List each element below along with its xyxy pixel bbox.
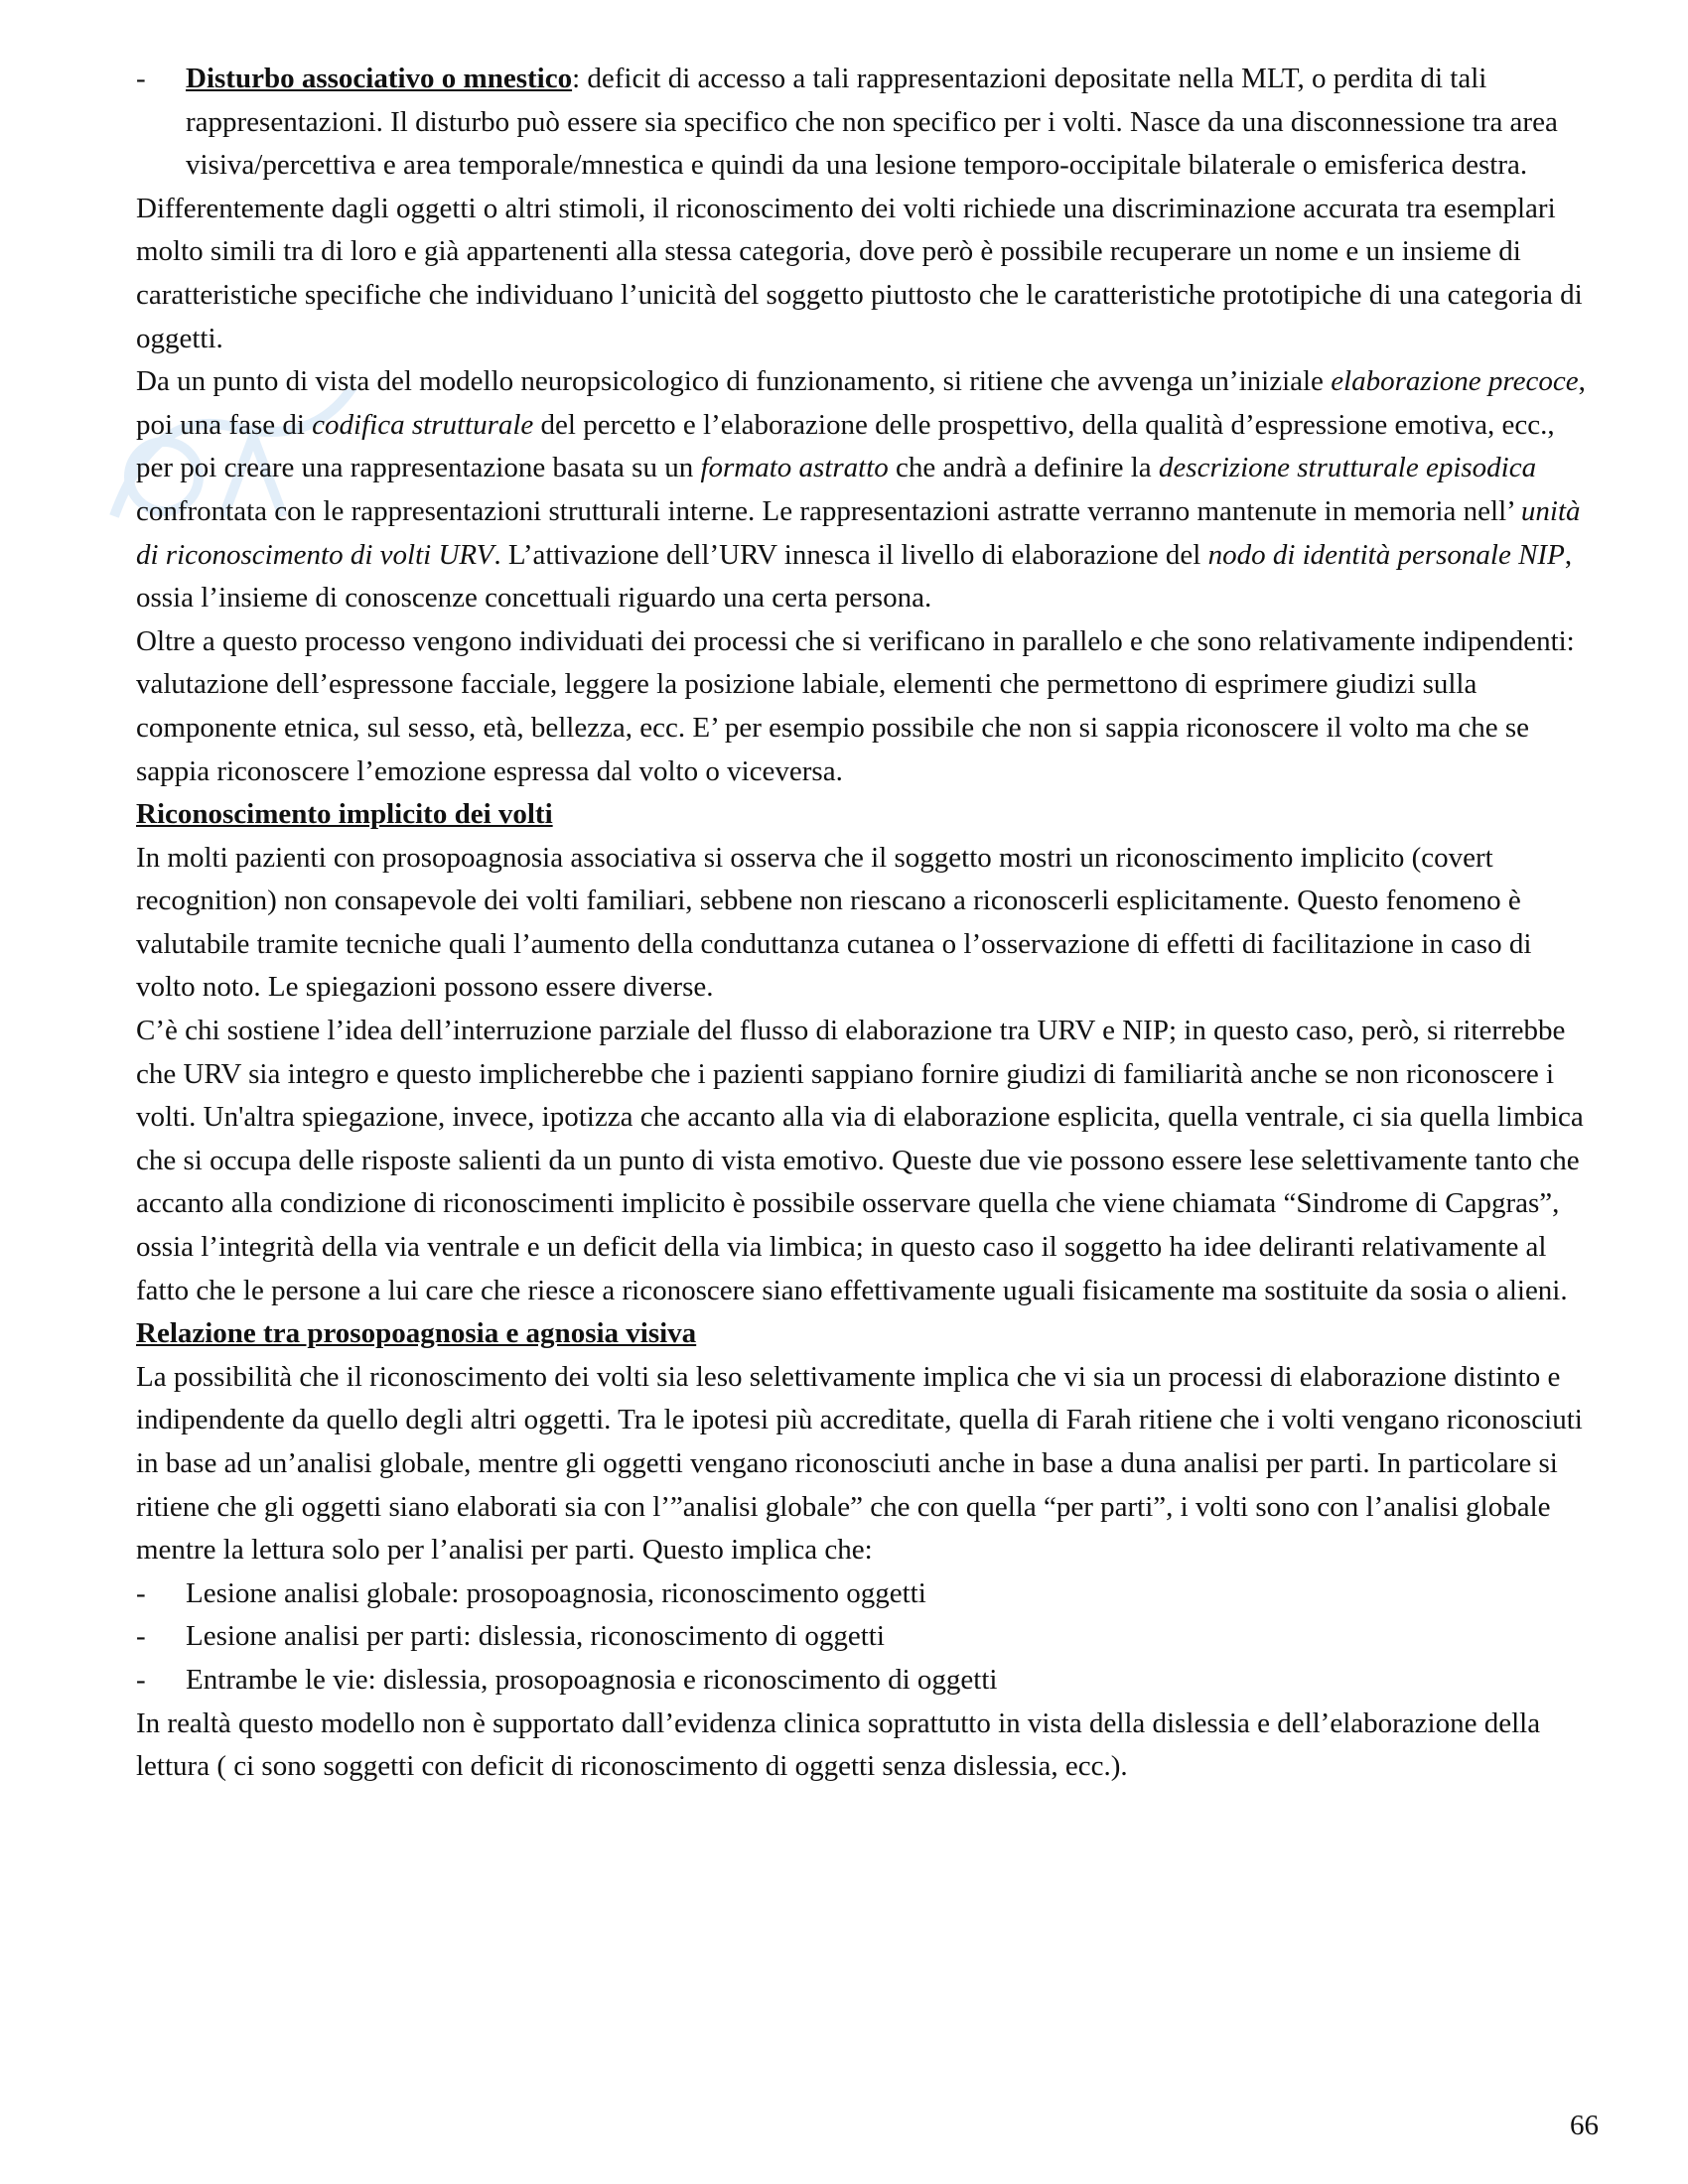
paragraph: In molti pazienti con prosopoagnosia associativa si osserva che il soggetto mostri un riconoscimento implicito (covert recognition) non consapevole dei volti familiari, sebbene non riescano a riconoscerli esplicitamente. Questo fenomeno è valutabile tramite tecniche quali l’aumento della conduttanza cutanea o l’osservazione di effetti di facilitazione in caso di volto noto. Le spiegazioni possono essere diverse. <box>136 841 1532 1004</box>
term: formato astratto <box>700 452 889 484</box>
term-disturbo-associativo: Disturbo associativo o mnestico <box>186 63 573 94</box>
paragraph: In realtà questo modello non è supportato dall’evidenza clinica soprattutto in vista della dislessia e dell’elaborazione della lettura ( ci sono soggetti con deficit di riconoscimento di oggetti senza dislessia, ecc.). <box>136 1706 1541 1783</box>
list-item <box>136 58 1596 188</box>
term: descrizione strutturale episodica <box>1158 452 1537 484</box>
item-text: : deficit di accesso a tali rappresentazioni depositate nella MLT, o perdita di tali rappresentazioni. Il disturbo può essere sia specifico che non specifico per i volti. Nasce da una disconnessione tra area visiva/percettiva e area temporale/mnestica e quindi da una lesione temporo-occipitale bilaterale o emisferica destra. <box>186 63 1558 182</box>
paragraph: La possibilità che il riconoscimento dei volti sia leso selettivamente implica che vi sia un processi di elaborazione distinto e indipendente da quello degli altri oggetti. Tra le ipotesi più accreditate, quella di Farah ritiene che i volti vengano riconosciuti in base ad un’analisi globale, mentre gli oggetti vengano riconosciuti anche in base a duna analisi per parti. In particolare si ritiene che gli oggetti siano elaborati sia con l’”analisi globale” che con quella “per parti”, i volti sono con l’analisi globale mentre la lettura solo per l’analisi per parti. Questo implica che: <box>136 1360 1583 1567</box>
paragraph-model: Da un punto di vista del modello neuropsicologico di funzionamento, si ritiene che avvenga un’iniziale elaborazione precoce, poi una fase di codifica strutturale del percetto e l’elaborazione delle prospettivo, della qualità d’espressione emotiva, ecc., per poi creare una rappresentazione basata su un formato astratto che andrà a definire la descrizione strutturale episodica confrontata con le rappresentazioni strutturali interne. Le rappresentazioni astratte verranno mantenute in memoria nell’ unità di riconoscimento di volti URV. L’attivazione dell’URV innesca il livello di elaborazione del nodo di identità personale NIP, ossia l’insieme di conoscenze concettuali riguardo una certa persona. <box>136 365 1586 614</box>
section-heading: Riconoscimento implicito dei volti <box>136 798 553 831</box>
paragraph: C’è chi sostiene l’idea dell’interruzione parziale del flusso di elaborazione tra URV e NIP; in questo caso, però, si riterrebbe che URV sia integro e questo implicherebbe che i pazienti sappiano fornire giudizi di familiarità anche se non riconoscere i volti. Un'altra spiegazione, invece, ipotizza che accanto alla via di elaborazione esplicita, quella ventrale, ci sia quella limbica che si occupa delle risposte salienti da un punto di vista emotivo. Queste due vie possono essere lese selettivamente tanto che accanto alla condizione di riconoscimenti implicito è possibile osservare quella che viene chiamata “Sindrome di Capgras”, ossia l’integrità della via ventrale e un deficit della via limbica; in questo caso il soggetto ha idee deliranti relativamente al fatto che le persone a lui care che riesce a riconoscere siano effettivamente uguali fisicamente ma sostituite da sosia o alieni. <box>136 1015 1584 1306</box>
list-item: - Entrambe le vie: dislessia, prosopoagnosia e riconoscimento di oggetti <box>136 1663 998 1696</box>
document-page <box>136 58 1596 1789</box>
list-item: - Lesione analisi per parti: dislessia, riconoscimento di oggetti <box>136 1620 885 1653</box>
term: codifica strutturale <box>312 408 534 441</box>
list-item: - Lesione analisi globale: prosopoagnosia, riconoscimento oggetti <box>136 1576 926 1609</box>
term: nodo di identità personale NIP <box>1207 538 1565 571</box>
section-heading: Relazione tra prosopoagnosia e agnosia visiva <box>136 1317 697 1350</box>
paragraph: Oltre a questo processo vengono individuati dei processi che si verificano in parallelo e che sono relativamente indipendenti: valutazione dell’espressone facciale, leggere la posizione labiale, elementi che permettono di esprimere giudizi sulla componente etnica, sul sesso, età, bellezza, ecc. E’ per esempio possibile che non si sappia riconoscere il volto ma che se sappia riconoscere l’emozione espressa dal volto o viceversa. <box>136 624 1575 787</box>
term: elaborazione precoce <box>1331 365 1579 398</box>
paragraph: Differentemente dagli oggetti o altri stimoli, il riconoscimento dei volti richiede una discriminazione accurata tra esemplari molto simili tra di loro e già appartenenti alla stessa categoria, dove però è possibile recuperare un nome e un insieme di caratteristiche specifiche che individuano l’unicità del soggetto piuttosto che le caratteristiche prototipiche di una categoria di oggetti. <box>136 192 1583 354</box>
term: unità di riconoscimento di volti URV <box>136 494 1581 571</box>
bullet-dash: - <box>136 63 146 94</box>
page-number: 66 <box>1570 2110 1599 2141</box>
